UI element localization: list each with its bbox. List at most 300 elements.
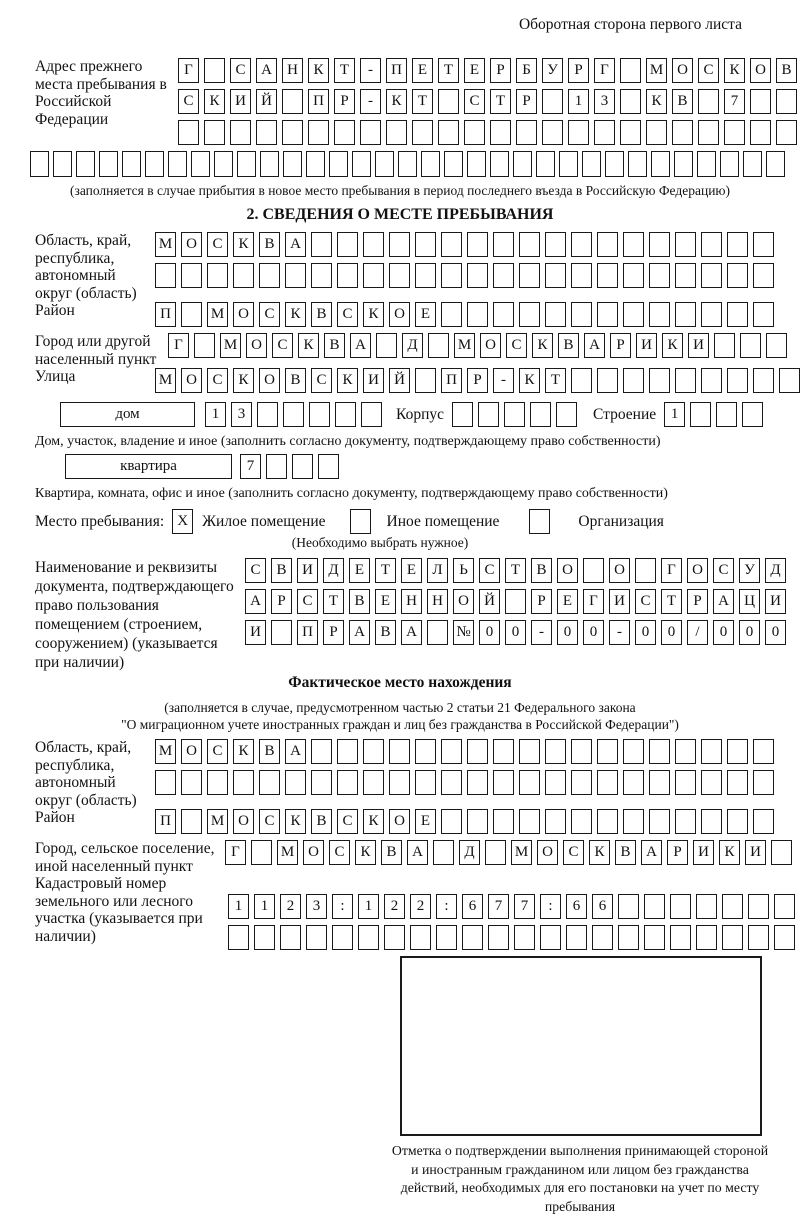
char-cell[interactable] — [545, 302, 566, 327]
char-cell[interactable] — [670, 925, 691, 950]
char-cell[interactable] — [519, 232, 540, 257]
char-cell[interactable] — [363, 232, 384, 257]
char-cell[interactable] — [410, 925, 431, 950]
char-cell[interactable] — [444, 151, 463, 177]
char-cell[interactable] — [504, 402, 525, 427]
char-cell[interactable] — [467, 263, 488, 288]
char-cell[interactable]: О — [233, 809, 254, 834]
char-cell[interactable] — [337, 770, 358, 795]
char-cell[interactable] — [415, 263, 436, 288]
char-cell[interactable]: Т — [438, 58, 459, 83]
char-cell[interactable] — [571, 739, 592, 764]
char-cell[interactable] — [605, 151, 624, 177]
char-cell[interactable]: П — [297, 620, 318, 645]
char-cell[interactable]: К — [719, 840, 740, 865]
char-cell[interactable]: С — [464, 89, 485, 114]
char-cell[interactable]: 7 — [488, 894, 509, 919]
char-cell[interactable] — [594, 120, 615, 145]
char-cell[interactable] — [441, 302, 462, 327]
char-cell[interactable]: Т — [661, 589, 682, 614]
char-cell[interactable] — [750, 89, 771, 114]
char-cell[interactable]: И — [765, 589, 786, 614]
char-cell[interactable]: К — [285, 809, 306, 834]
char-cell[interactable]: О — [453, 589, 474, 614]
char-cell[interactable]: 0 — [661, 620, 682, 645]
char-cell[interactable]: Р — [323, 620, 344, 645]
char-cell[interactable]: 2 — [280, 894, 301, 919]
char-cell[interactable] — [259, 770, 280, 795]
char-cell[interactable] — [701, 263, 722, 288]
char-cell[interactable] — [727, 770, 748, 795]
char-cell[interactable] — [556, 402, 577, 427]
char-cell[interactable] — [623, 809, 644, 834]
char-cell[interactable] — [181, 263, 202, 288]
char-cell[interactable] — [375, 151, 394, 177]
char-cell[interactable] — [259, 263, 280, 288]
char-cell[interactable]: № — [453, 620, 474, 645]
char-cell[interactable] — [271, 620, 292, 645]
char-cell[interactable]: К — [204, 89, 225, 114]
char-cell[interactable] — [428, 333, 449, 358]
char-cell[interactable] — [311, 263, 332, 288]
char-cell[interactable] — [592, 925, 613, 950]
char-cell[interactable] — [766, 151, 785, 177]
char-cell[interactable] — [542, 89, 563, 114]
char-cell[interactable] — [623, 232, 644, 257]
char-cell[interactable] — [389, 263, 410, 288]
char-cell[interactable]: В — [324, 333, 345, 358]
char-cell[interactable]: И — [609, 589, 630, 614]
char-cell[interactable]: С — [259, 302, 280, 327]
char-cell[interactable] — [191, 151, 210, 177]
char-cell[interactable] — [644, 925, 665, 950]
char-cell[interactable]: К — [646, 89, 667, 114]
char-cell[interactable] — [204, 120, 225, 145]
char-cell[interactable]: С — [563, 840, 584, 865]
char-cell[interactable] — [168, 151, 187, 177]
char-cell[interactable]: О — [557, 558, 578, 583]
char-cell[interactable]: С — [230, 58, 251, 83]
char-cell[interactable] — [285, 770, 306, 795]
char-cell[interactable] — [698, 89, 719, 114]
char-cell[interactable] — [670, 894, 691, 919]
char-cell[interactable]: Е — [464, 58, 485, 83]
char-cell[interactable] — [329, 151, 348, 177]
char-cell[interactable] — [701, 232, 722, 257]
char-cell[interactable] — [740, 333, 761, 358]
char-cell[interactable] — [545, 263, 566, 288]
char-cell[interactable]: Е — [412, 58, 433, 83]
char-cell[interactable]: К — [308, 58, 329, 83]
char-cell[interactable]: Ь — [453, 558, 474, 583]
char-cell[interactable]: 7 — [514, 894, 535, 919]
char-cell[interactable] — [207, 263, 228, 288]
char-cell[interactable] — [76, 151, 95, 177]
char-cell[interactable]: Д — [402, 333, 423, 358]
char-cell[interactable]: О — [537, 840, 558, 865]
char-cell[interactable] — [181, 770, 202, 795]
char-cell[interactable]: К — [589, 840, 610, 865]
char-cell[interactable] — [649, 263, 670, 288]
char-cell[interactable] — [363, 739, 384, 764]
char-cell[interactable] — [228, 925, 249, 950]
char-cell[interactable] — [529, 509, 550, 534]
char-cell[interactable]: 0 — [505, 620, 526, 645]
char-cell[interactable]: Е — [415, 809, 436, 834]
char-cell[interactable] — [398, 151, 417, 177]
char-cell[interactable] — [701, 302, 722, 327]
char-cell[interactable]: В — [349, 589, 370, 614]
char-cell[interactable] — [363, 770, 384, 795]
char-cell[interactable] — [292, 454, 313, 479]
char-cell[interactable] — [753, 263, 774, 288]
char-cell[interactable]: О — [389, 302, 410, 327]
char-cell[interactable]: У — [542, 58, 563, 83]
char-cell[interactable] — [644, 894, 665, 919]
char-cell[interactable]: В — [672, 89, 693, 114]
char-cell[interactable]: М — [155, 368, 176, 393]
char-cell[interactable]: К — [298, 333, 319, 358]
char-cell[interactable]: В — [259, 232, 280, 257]
char-cell[interactable]: С — [178, 89, 199, 114]
char-cell[interactable]: С — [329, 840, 350, 865]
char-cell[interactable]: С — [635, 589, 656, 614]
char-cell[interactable]: Й — [256, 89, 277, 114]
char-cell[interactable]: А — [285, 232, 306, 257]
char-cell[interactable]: 1 — [358, 894, 379, 919]
char-cell[interactable] — [285, 263, 306, 288]
char-cell[interactable] — [519, 302, 540, 327]
char-cell[interactable] — [727, 302, 748, 327]
char-cell[interactable] — [350, 509, 371, 534]
char-cell[interactable]: : — [332, 894, 353, 919]
char-cell[interactable] — [559, 151, 578, 177]
char-cell[interactable] — [540, 925, 561, 950]
char-cell[interactable]: О — [672, 58, 693, 83]
char-cell[interactable] — [597, 770, 618, 795]
char-cell[interactable] — [363, 263, 384, 288]
char-cell[interactable]: Г — [661, 558, 682, 583]
char-cell[interactable]: С — [698, 58, 719, 83]
char-cell[interactable]: Й — [389, 368, 410, 393]
char-cell[interactable] — [776, 120, 797, 145]
char-cell[interactable] — [441, 232, 462, 257]
char-cell[interactable] — [438, 89, 459, 114]
char-cell[interactable] — [505, 589, 526, 614]
char-cell[interactable]: Й — [479, 589, 500, 614]
char-cell[interactable]: 0 — [765, 620, 786, 645]
char-cell[interactable] — [386, 120, 407, 145]
char-cell[interactable]: В — [259, 739, 280, 764]
char-cell[interactable] — [438, 120, 459, 145]
char-cell[interactable]: Р — [490, 58, 511, 83]
char-cell[interactable] — [99, 151, 118, 177]
char-cell[interactable] — [571, 263, 592, 288]
char-cell[interactable] — [727, 263, 748, 288]
char-cell[interactable] — [779, 368, 800, 393]
char-cell[interactable] — [743, 151, 762, 177]
char-cell[interactable]: М — [454, 333, 475, 358]
char-cell[interactable]: 2 — [410, 894, 431, 919]
char-cell[interactable]: И — [636, 333, 657, 358]
char-cell[interactable] — [53, 151, 72, 177]
char-cell[interactable]: А — [350, 333, 371, 358]
char-cell[interactable]: Р — [531, 589, 552, 614]
char-cell[interactable] — [623, 770, 644, 795]
char-cell[interactable]: Р — [687, 589, 708, 614]
char-cell[interactable] — [233, 263, 254, 288]
char-cell[interactable] — [251, 840, 272, 865]
char-cell[interactable] — [194, 333, 215, 358]
char-cell[interactable]: Н — [282, 58, 303, 83]
char-cell[interactable]: В — [381, 840, 402, 865]
char-cell[interactable] — [490, 151, 509, 177]
char-cell[interactable] — [214, 151, 233, 177]
char-cell[interactable] — [597, 368, 618, 393]
char-cell[interactable]: И — [688, 333, 709, 358]
char-cell[interactable]: К — [519, 368, 540, 393]
char-cell[interactable] — [493, 232, 514, 257]
char-cell[interactable]: Р — [568, 58, 589, 83]
char-cell[interactable] — [311, 232, 332, 257]
char-cell[interactable] — [675, 263, 696, 288]
char-cell[interactable]: X — [172, 509, 193, 534]
char-cell[interactable]: 3 — [306, 894, 327, 919]
char-cell[interactable] — [696, 894, 717, 919]
char-cell[interactable]: 1 — [664, 402, 685, 427]
char-cell[interactable] — [545, 809, 566, 834]
char-cell[interactable] — [675, 302, 696, 327]
kvartira-box[interactable] — [65, 454, 232, 479]
char-cell[interactable]: А — [245, 589, 266, 614]
char-cell[interactable] — [230, 120, 251, 145]
char-cell[interactable] — [722, 894, 743, 919]
char-cell[interactable]: О — [259, 368, 280, 393]
char-cell[interactable]: С — [506, 333, 527, 358]
char-cell[interactable]: М — [207, 302, 228, 327]
char-cell[interactable]: 6 — [462, 894, 483, 919]
char-cell[interactable]: М — [155, 232, 176, 257]
char-cell[interactable] — [384, 925, 405, 950]
char-cell[interactable]: М — [511, 840, 532, 865]
char-cell[interactable] — [514, 925, 535, 950]
char-cell[interactable]: В — [558, 333, 579, 358]
char-cell[interactable]: О — [687, 558, 708, 583]
char-cell[interactable] — [488, 925, 509, 950]
char-cell[interactable] — [727, 809, 748, 834]
char-cell[interactable]: О — [233, 302, 254, 327]
char-cell[interactable] — [145, 151, 164, 177]
char-cell[interactable] — [618, 925, 639, 950]
char-cell[interactable]: В — [615, 840, 636, 865]
char-cell[interactable]: А — [256, 58, 277, 83]
char-cell[interactable]: 1 — [228, 894, 249, 919]
char-cell[interactable]: С — [713, 558, 734, 583]
char-cell[interactable] — [620, 120, 641, 145]
char-cell[interactable]: П — [155, 302, 176, 327]
char-cell[interactable]: Г — [583, 589, 604, 614]
char-cell[interactable]: Р — [334, 89, 355, 114]
char-cell[interactable] — [618, 894, 639, 919]
char-cell[interactable] — [753, 232, 774, 257]
char-cell[interactable]: Р — [271, 589, 292, 614]
char-cell[interactable] — [597, 809, 618, 834]
char-cell[interactable] — [649, 232, 670, 257]
char-cell[interactable]: Н — [427, 589, 448, 614]
char-cell[interactable] — [597, 739, 618, 764]
char-cell[interactable] — [256, 120, 277, 145]
char-cell[interactable] — [178, 120, 199, 145]
char-cell[interactable]: Е — [349, 558, 370, 583]
char-cell[interactable]: А — [584, 333, 605, 358]
char-cell[interactable]: Д — [459, 840, 480, 865]
char-cell[interactable] — [690, 402, 711, 427]
char-cell[interactable]: А — [349, 620, 370, 645]
char-cell[interactable]: К — [233, 232, 254, 257]
char-cell[interactable]: К — [233, 739, 254, 764]
char-cell[interactable] — [701, 809, 722, 834]
char-cell[interactable] — [493, 809, 514, 834]
char-cell[interactable]: О — [181, 232, 202, 257]
char-cell[interactable] — [649, 368, 670, 393]
char-cell[interactable] — [181, 302, 202, 327]
char-cell[interactable] — [337, 232, 358, 257]
char-cell[interactable] — [204, 58, 225, 83]
char-cell[interactable] — [493, 302, 514, 327]
char-cell[interactable] — [623, 368, 644, 393]
char-cell[interactable] — [122, 151, 141, 177]
char-cell[interactable] — [722, 925, 743, 950]
char-cell[interactable]: С — [479, 558, 500, 583]
char-cell[interactable] — [771, 840, 792, 865]
char-cell[interactable]: 3 — [231, 402, 252, 427]
char-cell[interactable]: Е — [415, 302, 436, 327]
char-cell[interactable]: С — [245, 558, 266, 583]
char-cell[interactable]: К — [337, 368, 358, 393]
char-cell[interactable] — [30, 151, 49, 177]
char-cell[interactable] — [337, 739, 358, 764]
char-cell[interactable] — [335, 402, 356, 427]
char-cell[interactable]: В — [531, 558, 552, 583]
char-cell[interactable]: К — [724, 58, 745, 83]
char-cell[interactable]: К — [363, 302, 384, 327]
char-cell[interactable] — [545, 232, 566, 257]
char-cell[interactable] — [237, 151, 256, 177]
char-cell[interactable] — [452, 402, 473, 427]
char-cell[interactable] — [519, 809, 540, 834]
char-cell[interactable] — [597, 302, 618, 327]
char-cell[interactable] — [571, 770, 592, 795]
char-cell[interactable]: К — [355, 840, 376, 865]
char-cell[interactable]: Р — [516, 89, 537, 114]
char-cell[interactable]: П — [441, 368, 462, 393]
char-cell[interactable]: О — [246, 333, 267, 358]
char-cell[interactable] — [358, 925, 379, 950]
char-cell[interactable] — [337, 263, 358, 288]
char-cell[interactable] — [727, 368, 748, 393]
char-cell[interactable]: Л — [427, 558, 448, 583]
char-cell[interactable]: В — [776, 58, 797, 83]
char-cell[interactable]: И — [245, 620, 266, 645]
char-cell[interactable]: О — [609, 558, 630, 583]
char-cell[interactable]: В — [271, 558, 292, 583]
char-cell[interactable]: 0 — [479, 620, 500, 645]
char-cell[interactable] — [698, 120, 719, 145]
char-cell[interactable] — [376, 333, 397, 358]
char-cell[interactable] — [490, 120, 511, 145]
char-cell[interactable] — [724, 120, 745, 145]
char-cell[interactable] — [753, 739, 774, 764]
char-cell[interactable] — [181, 809, 202, 834]
char-cell[interactable]: С — [337, 302, 358, 327]
char-cell[interactable]: : — [540, 894, 561, 919]
char-cell[interactable]: 6 — [592, 894, 613, 919]
char-cell[interactable] — [389, 232, 410, 257]
char-cell[interactable]: 0 — [713, 620, 734, 645]
char-cell[interactable]: Б — [516, 58, 537, 83]
char-cell[interactable] — [282, 89, 303, 114]
char-cell[interactable] — [493, 263, 514, 288]
char-cell[interactable]: Г — [225, 840, 246, 865]
char-cell[interactable] — [306, 925, 327, 950]
char-cell[interactable]: 1 — [205, 402, 226, 427]
char-cell[interactable] — [727, 232, 748, 257]
char-cell[interactable] — [697, 151, 716, 177]
char-cell[interactable] — [545, 739, 566, 764]
char-cell[interactable]: М — [155, 739, 176, 764]
char-cell[interactable] — [536, 151, 555, 177]
char-cell[interactable]: О — [181, 739, 202, 764]
char-cell[interactable]: М — [646, 58, 667, 83]
char-cell[interactable]: - — [531, 620, 552, 645]
char-cell[interactable] — [254, 925, 275, 950]
char-cell[interactable] — [753, 368, 774, 393]
char-cell[interactable] — [464, 120, 485, 145]
char-cell[interactable] — [421, 151, 440, 177]
char-cell[interactable]: М — [207, 809, 228, 834]
char-cell[interactable]: С — [297, 589, 318, 614]
char-cell[interactable] — [318, 454, 339, 479]
char-cell[interactable] — [774, 925, 795, 950]
char-cell[interactable]: 0 — [635, 620, 656, 645]
char-cell[interactable] — [696, 925, 717, 950]
char-cell[interactable] — [571, 368, 592, 393]
char-cell[interactable] — [542, 120, 563, 145]
char-cell[interactable] — [462, 925, 483, 950]
char-cell[interactable] — [571, 809, 592, 834]
char-cell[interactable] — [311, 739, 332, 764]
char-cell[interactable] — [467, 151, 486, 177]
char-cell[interactable] — [628, 151, 647, 177]
char-cell[interactable]: А — [713, 589, 734, 614]
char-cell[interactable] — [566, 925, 587, 950]
char-cell[interactable]: 1 — [254, 894, 275, 919]
char-cell[interactable]: С — [272, 333, 293, 358]
char-cell[interactable] — [716, 402, 737, 427]
char-cell[interactable] — [649, 809, 670, 834]
char-cell[interactable]: 1 — [568, 89, 589, 114]
char-cell[interactable] — [620, 58, 641, 83]
char-cell[interactable]: / — [687, 620, 708, 645]
char-cell[interactable] — [519, 739, 540, 764]
char-cell[interactable]: К — [532, 333, 553, 358]
char-cell[interactable] — [646, 120, 667, 145]
char-cell[interactable]: И — [745, 840, 766, 865]
char-cell[interactable] — [309, 402, 330, 427]
char-cell[interactable] — [283, 402, 304, 427]
char-cell[interactable]: Р — [467, 368, 488, 393]
char-cell[interactable] — [748, 925, 769, 950]
